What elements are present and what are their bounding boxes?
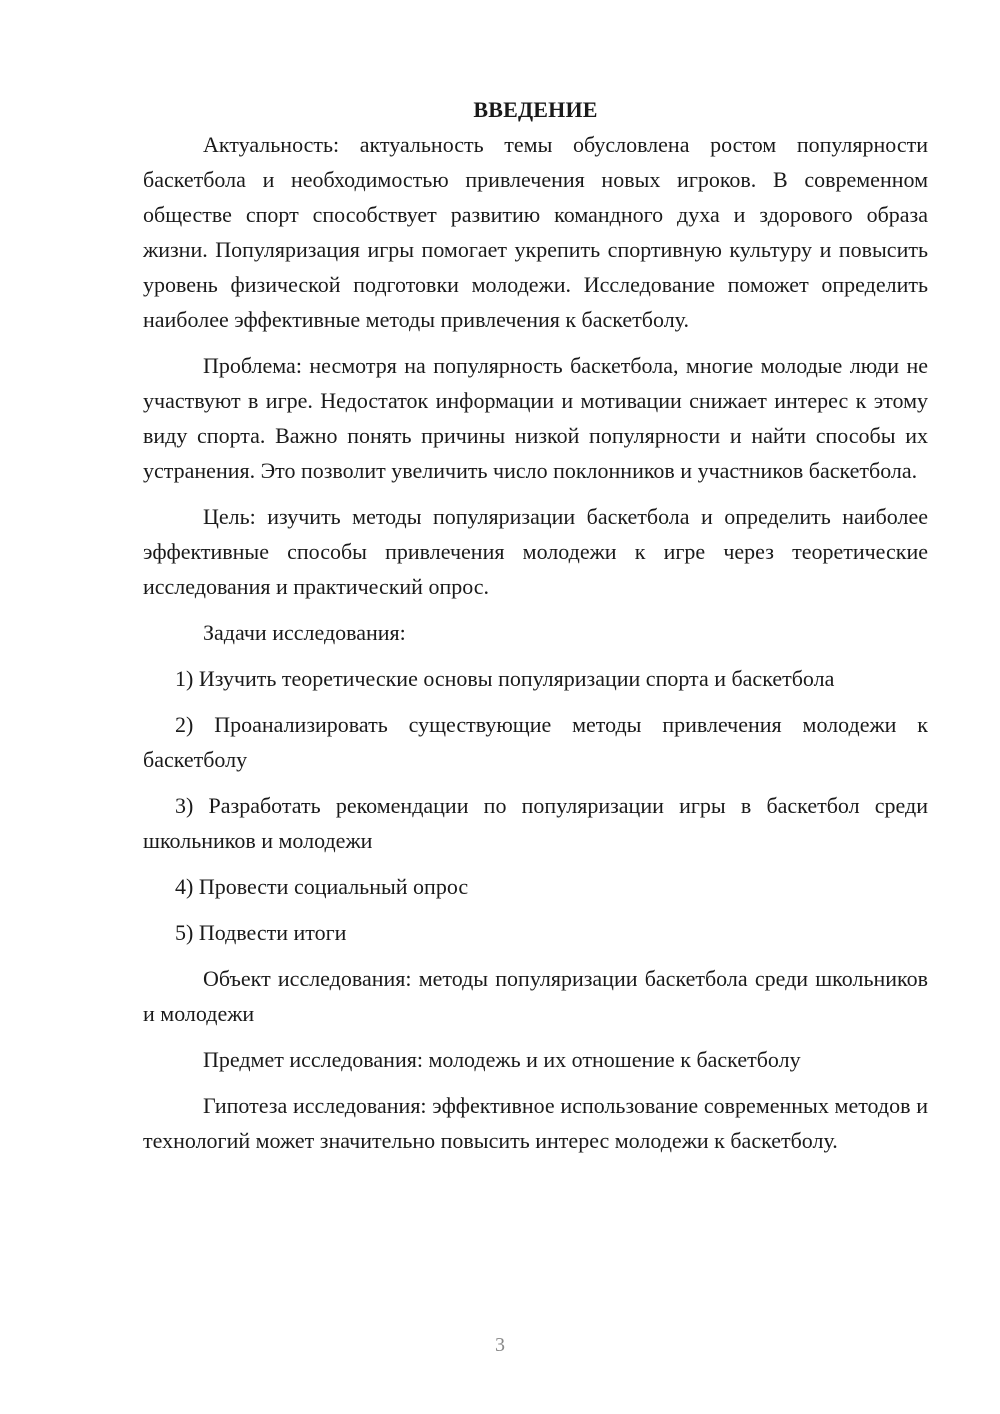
paragraph-problem: Проблема: несмотря на популярность баскетбола, многие молодые люди не участвуют в игре. Недостаток информации и мотивации снижает интерес к этому виду спорта. Важно понять причины низкой популярности и найти способы их устранения. Это позволит увеличить число поклонников и участников баскетбола.	[143, 353, 928, 483]
paragraph-relevance: Актуальность: актуальность темы обусловлена ростом популярности баскетбола и необходимостью привлечения новых игроков. В современном обществе спорт способствует развитию командного духа и здорового образа жизни. Популяризация игры помогает укрепить спортивную культуру и повысить уровень физической подготовки молодежи. Исследование поможет определить наиболее эффективные методы привлечения к баскетболу.	[143, 132, 928, 332]
task-item-4: 4) Провести социальный опрос	[175, 874, 469, 899]
paragraph-subject: Предмет исследования: молодежь и их отношение к баскетболу	[203, 1047, 801, 1072]
task-item-1: 1) Изучить теоретические основы популяризации спорта и баскетбола	[175, 666, 835, 691]
task-item-5: 5) Подвести итоги	[175, 920, 347, 945]
page-title: ВВЕДЕНИЕ	[473, 97, 598, 122]
paragraph-goal: Цель: изучить методы популяризации баскетбола и определить наиболее эффективные способы привлечения молодежи к игре через теоретические исследования и практический опрос.	[143, 504, 928, 599]
paragraph-tasks-heading: Задачи исследования:	[203, 620, 406, 645]
task-item-3: 3) Разработать рекомендации по популяризации игры в баскетбол среди школьников и молодежи	[143, 793, 928, 853]
paragraph-hypothesis: Гипотеза исследования: эффективное использование современных методов и технологий может значительно повысить интерес молодежи к баскетболу.	[143, 1093, 928, 1153]
paragraph-object: Объект исследования: методы популяризации баскетбола среди школьников и молодежи	[143, 966, 928, 1026]
task-item-2: 2) Проанализировать существующие методы привлечения молодежи к баскетболу	[143, 712, 928, 772]
document-page	[143, 92, 928, 1169]
page-number: 3	[495, 1334, 505, 1356]
